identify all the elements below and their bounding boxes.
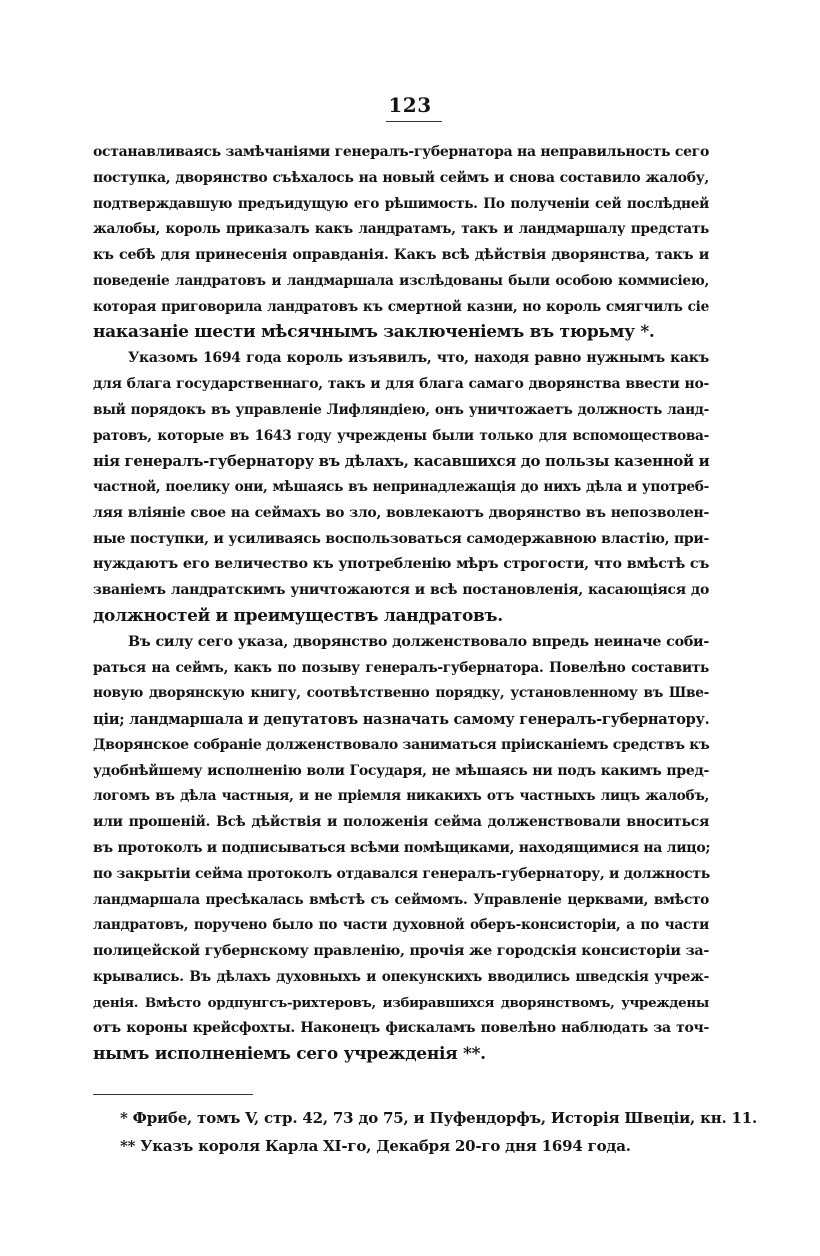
text-line: частной, поелику они, мѣшаясь въ непринадлежащія до нихъ дѣла и употреб- bbox=[93, 479, 709, 496]
text-line: нымъ исполненіемъ сего учрежденія **. bbox=[93, 1044, 486, 1065]
text-line: подтверждавшую предъидущую его рѣшимость. По полученіи сей послѣдней bbox=[93, 195, 709, 212]
footnote: ** Указъ короля Карла XI-го, Декабря 20-го дня 1694 года. bbox=[120, 1137, 631, 1155]
text-line: удобнѣйшему исполненію воли Государя, не мѣшаясь ни подъ какимъ пред- bbox=[93, 762, 709, 779]
text-line: ляя вліяніе свое на сеймахъ во зло, вовлекаютъ дворянство въ непозволен- bbox=[93, 504, 709, 521]
text-line: останавливаясь замѣчаніями генералъ-губернатора на неправильность сего bbox=[93, 144, 709, 160]
text-line: которая приговорила ландратовъ къ смертной казни, но король смягчилъ сіе bbox=[93, 298, 709, 315]
text-line: денія. Вмѣсто ордпунгсъ-рихтеровъ, избиравшихся дворянствомъ, учреждены bbox=[93, 994, 709, 1011]
text-line: раться на сеймъ, какъ по позыву генералъ-губернатора. Повелѣно составить bbox=[93, 659, 709, 676]
text-line: Дворянское собраніе долженствовало заниматься пріисканіемъ средствъ къ bbox=[93, 736, 710, 753]
text-line: поступка, дворянство съѣхалось на новый сеймъ и снова составило жалобу, bbox=[93, 169, 709, 186]
text-line: ландратовъ, поручено было по части духовной оберъ-консисторіи, а по части bbox=[93, 917, 709, 934]
footnote: * Фрибе, томъ V, стр. 42, 73 до 75, и Пуфендорфъ, Исторія Швеціи, кн. 11. bbox=[120, 1109, 758, 1127]
text-line: ціи; ландмаршала и депутатовъ назначать самому генералъ-губернатору. bbox=[93, 711, 710, 729]
text-line: нуждаютъ его величество къ употребленію мѣръ строгости, что вмѣстѣ съ bbox=[93, 556, 709, 573]
page-number: 123 bbox=[388, 93, 432, 117]
text-line: новую дворянскую книгу, соотвѣтственно порядку, установленному въ Шве- bbox=[93, 685, 709, 702]
text-line: крывались. Въ дѣлахъ духовныхъ и опекунскихъ вводились шведскія учреж- bbox=[93, 968, 709, 985]
text-line: вый порядокъ въ управленіе Лифляндіею, онъ уничтожаетъ должность ланд- bbox=[93, 401, 709, 418]
text-line: для блага государственнаго, такъ и для блага самаго дворянства ввести но- bbox=[93, 376, 709, 392]
text-line: наказаніе шести мѣсячнымъ заключеніемъ въ тюрьму *. bbox=[93, 322, 655, 343]
text-line: ратовъ, которые въ 1643 году учреждены были только для вспомоществова- bbox=[93, 427, 709, 444]
text-line: логомъ въ дѣла частныя, и не пріемля никакихъ отъ частныхъ лицъ жалобъ, bbox=[93, 788, 709, 805]
text-line: или прошеній. Всѣ дѣйствія и положенія сейма долженствовали вноситься bbox=[93, 814, 709, 831]
text-line: ландмаршала пресѣкалась вмѣстѣ съ сеймомъ. Управленіе церквами, вмѣсто bbox=[93, 891, 709, 908]
text-line: Въ силу сего указа, дворянство долженствовало впредь неиначе соби- bbox=[128, 633, 709, 650]
text-line: нія генералъ-губернатору въ дѣлахъ, касавшихся до пользы казенной и bbox=[93, 452, 710, 471]
text-line: званіемъ ландратскимъ уничтожаются и всѣ постановленія, касающіяся до bbox=[93, 582, 709, 599]
text-line: отъ короны крейсфохты. Наконецъ фискаламъ повелѣно наблюдать за точ- bbox=[93, 1020, 709, 1037]
page-number-underline bbox=[386, 121, 442, 122]
text-line: полицейской губернскому правленію, прочія же городскія консисторіи за- bbox=[93, 943, 709, 960]
text-line: ные поступки, и усиливаясь воспользоваться самодержавною властію, при- bbox=[93, 530, 709, 547]
text-line: поведеніе ландратовъ и ландмаршала изслѣдованы были особою коммисіею, bbox=[93, 272, 709, 289]
text-line: къ себѣ для принесенія оправданія. Какъ всѣ дѣйствія дворянства, такъ и bbox=[93, 247, 709, 264]
text-line: должностей и преимуществъ ландратовъ. bbox=[93, 606, 503, 626]
footnote-separator bbox=[93, 1094, 253, 1095]
text-line: Указомъ 1694 года король изъявилъ, что, находя равно нужнымъ какъ bbox=[128, 350, 709, 367]
text-line: жалобы, король приказалъ какъ ландратамъ, такъ и ландмаршалу предстать bbox=[93, 221, 709, 238]
text-line: по закрытіи сейма протоколъ отдавался генералъ-губернатору, и должность bbox=[93, 865, 710, 882]
text-line: въ протоколъ и подписываться всѣми помѣщиками, находящимися на лицо; bbox=[93, 840, 711, 856]
